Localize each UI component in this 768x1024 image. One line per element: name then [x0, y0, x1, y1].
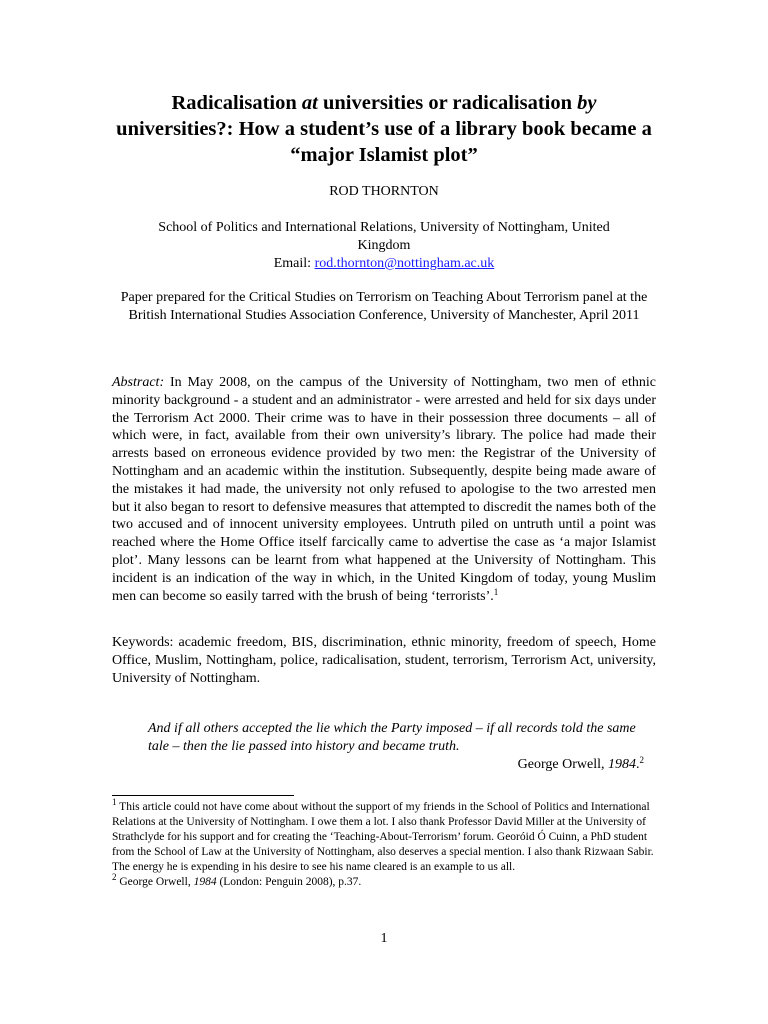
email-label: Email: — [273, 256, 315, 271]
epigraph-author: George Orwell, — [517, 757, 608, 772]
title-text: universities?: How a student’s use of a library book became a “major Islamist plot” — [116, 118, 652, 166]
abstract-text: In May 2008, on the campus of the University of Nottingham, two men of ethnic minority background - a student and an administrator - were arrested and held for six days under the Terrorism Act 2000. Their crime was to have in their possession three documents – all of which were, in fact, available from their own university’s library. The police had made their arrests based on erroneous evidence provided by two men: the Registrar of the University of Nottingham and an academic within the institution. Subsequently, despite being made aware of the mistakes it had made, the university not only refused to apologise to the two arrested men but it also began to resort to defensive measures that attempted to discredit the names both of the two accused and of innocent university employees. Untruth piled on untruth until a point was reached where the Home Office itself farcically came to advertise the case as ‘a major Islamist plot’. Many lessons can be learnt from what happened at the University of Nottingham. This incident is an indication of the way in which, in the United Kingdom of today, young Muslim men can become so easily tarred with the brush of being ‘terrorists’. — [112, 375, 656, 604]
footnote-text: George Orwell, — [116, 876, 194, 888]
author-name: ROD THORNTON — [329, 184, 439, 199]
title-text: universities or radicalisation — [317, 92, 578, 114]
footnote-work: 1984 — [193, 876, 217, 888]
footnotes — [112, 797, 656, 890]
footnote-1 — [112, 797, 656, 875]
title-emphasis-by: by — [577, 92, 597, 114]
footnote-ref-2[interactable]: 2 — [639, 755, 644, 765]
author-affiliation-block — [132, 219, 636, 273]
footnote-number: 1 — [112, 797, 117, 807]
footnote-ref-1[interactable]: 1 — [493, 586, 499, 597]
page-number: 1 — [380, 931, 388, 946]
footnote-2 — [112, 872, 656, 890]
title-emphasis-at: at — [301, 92, 318, 114]
abstract-label: Abstract: — [112, 375, 165, 390]
footnote-number: 2 — [112, 872, 117, 882]
epigraph-punct: . — [636, 757, 640, 772]
conference-note: Paper prepared for the Critical Studies on Terrorism on Teaching About Terrorism panel at the British International Studies Association Conference, University of Manchester, April 2011 — [120, 290, 648, 323]
email-link[interactable]: rod.thornton@nottingham.ac.uk — [314, 256, 495, 271]
epigraph-quote: And if all others accepted the lie which the Party imposed – if all records told the same tale – then the lie passed into history and became truth. — [148, 721, 636, 754]
affiliation: School of Politics and International Relations, University of Nottingham, United Kingdom — [158, 220, 610, 253]
email-line — [132, 255, 636, 273]
epigraph-work: 1984 — [608, 757, 636, 772]
footnote-divider — [112, 795, 294, 796]
paper-title — [112, 90, 656, 168]
title-text: Radicalisation — [171, 92, 302, 114]
footnote-text: (London: Penguin 2008), p.37. — [216, 876, 362, 888]
epigraph-attribution — [148, 756, 644, 774]
keywords: Keywords: academic freedom, BIS, discrimination, ethnic minority, freedom of speech, Home Office, Muslim, Nottingham, police, radicalisation, student, terrorism, Terrorism Act, university, University of Nottingham. — [112, 635, 656, 686]
footnote-text: This article could not have come about without the support of my friends in the School of Politics and International Relations at the University of Nottingham. I owe them a lot. I also thank Professor David Miller at the University of Strathclyde for his support and for creating the ‘Teaching-About-Terrorism’ forum. Georóid Ó Cuinn, a PhD student from the School of Law at the University of Nottingham, also deserves a special mention. I also thank Rizwaan Sabir. The energy he is expending in his desire to see his name cleared is an example to us all. — [112, 801, 654, 873]
abstract — [112, 374, 656, 605]
